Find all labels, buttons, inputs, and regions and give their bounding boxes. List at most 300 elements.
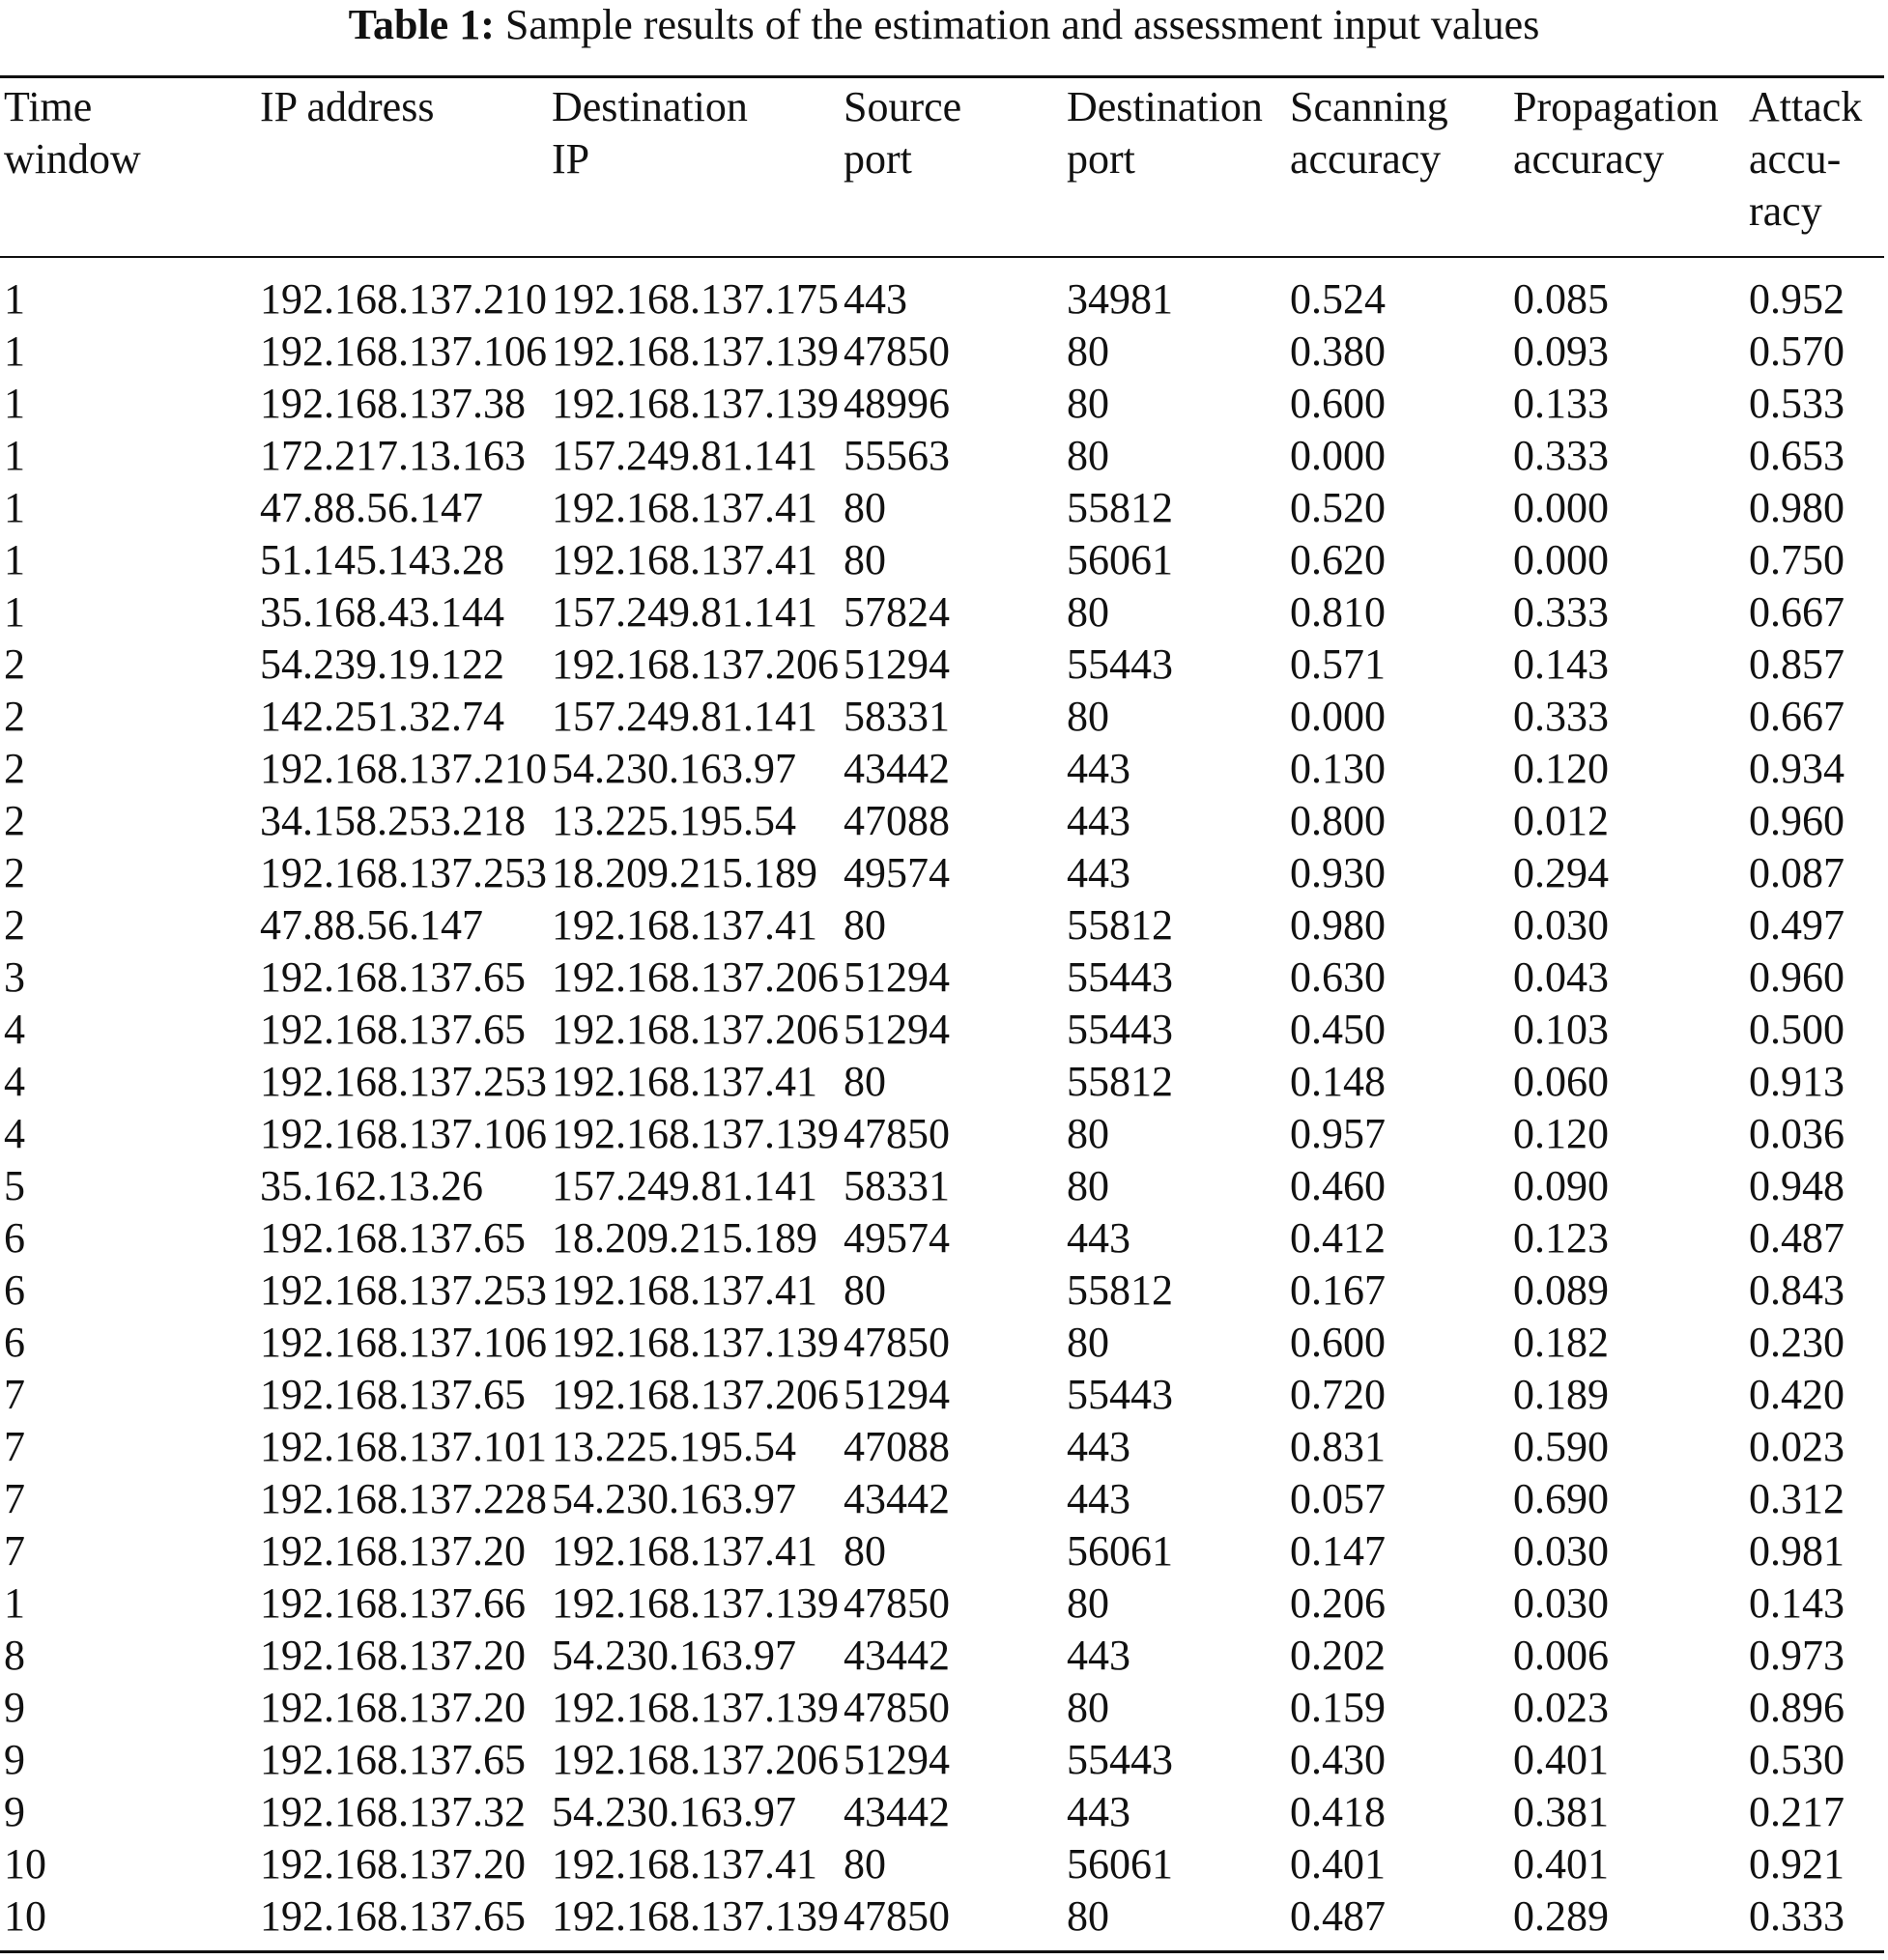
table-row bbox=[0, 691, 1888, 743]
table-cell: 51294 bbox=[844, 1736, 950, 1783]
table-cell: 54.230.163.97 bbox=[552, 1788, 796, 1835]
table-cell: 0.333 bbox=[1513, 693, 1609, 740]
table-cell: 6 bbox=[4, 1266, 25, 1314]
table-cell: 0.401 bbox=[1513, 1840, 1609, 1888]
table-cell: 0.060 bbox=[1513, 1058, 1609, 1105]
table-cell: 55812 bbox=[1067, 901, 1173, 949]
table-cell: 5 bbox=[4, 1162, 25, 1209]
table-caption-label: Table 1: bbox=[348, 1, 495, 48]
table-cell: 80 bbox=[1067, 1319, 1109, 1366]
column-header-line: port bbox=[1067, 135, 1135, 183]
table-row bbox=[0, 482, 1888, 534]
table-cell: 56061 bbox=[1067, 1840, 1173, 1888]
table-cell: 80 bbox=[1067, 588, 1109, 636]
table-caption-text: Sample results of the estimation and assessment input values bbox=[504, 1, 1540, 48]
table-cell: 192.168.137.139 bbox=[552, 380, 839, 427]
table-cell: 0.333 bbox=[1513, 588, 1609, 636]
table-cell: 0.810 bbox=[1290, 588, 1386, 636]
column-header bbox=[844, 81, 961, 185]
table-cell: 7 bbox=[4, 1527, 25, 1575]
table-cell: 192.168.137.253 bbox=[260, 1058, 547, 1105]
table-cell: 0.960 bbox=[1749, 797, 1845, 844]
column-header bbox=[260, 81, 434, 133]
table-cell: 0.533 bbox=[1749, 380, 1845, 427]
table-cell: 0.412 bbox=[1290, 1214, 1386, 1262]
table-cell: 0.401 bbox=[1290, 1840, 1386, 1888]
table-cell: 0.023 bbox=[1513, 1684, 1609, 1731]
table-cell: 0.930 bbox=[1290, 849, 1386, 896]
table-cell: 0.381 bbox=[1513, 1788, 1609, 1835]
table-cell: 3 bbox=[4, 953, 25, 1001]
table-cell: 80 bbox=[1067, 327, 1109, 375]
table-cell: 192.168.137.139 bbox=[552, 327, 839, 375]
table-cell: 80 bbox=[1067, 1684, 1109, 1731]
table-cell: 0.057 bbox=[1290, 1475, 1386, 1522]
table-cell: 192.168.137.253 bbox=[260, 1266, 547, 1314]
table-row bbox=[0, 1473, 1888, 1525]
table-cell: 192.168.137.206 bbox=[552, 953, 839, 1001]
table-cell: 0.030 bbox=[1513, 1579, 1609, 1627]
table-cell: 80 bbox=[844, 1058, 886, 1105]
table-cell: 0.043 bbox=[1513, 953, 1609, 1001]
table-caption bbox=[0, 0, 1888, 50]
table-cell: 192.168.137.139 bbox=[552, 1110, 839, 1157]
table-cell: 47850 bbox=[844, 1892, 950, 1940]
table-cell: 0.023 bbox=[1749, 1423, 1845, 1470]
table-cell: 0.450 bbox=[1290, 1006, 1386, 1053]
column-header-line: Propagation bbox=[1513, 83, 1719, 130]
table-cell: 56061 bbox=[1067, 536, 1173, 583]
table-cell: 51294 bbox=[844, 953, 950, 1001]
table-cell: 1 bbox=[4, 432, 25, 479]
table-cell: 4 bbox=[4, 1058, 25, 1105]
table-cell: 0.189 bbox=[1513, 1371, 1609, 1418]
table-cell: 13.225.195.54 bbox=[552, 797, 796, 844]
table-cell: 192.168.137.139 bbox=[552, 1579, 839, 1627]
table-cell: 1 bbox=[4, 275, 25, 323]
table-cell: 0.600 bbox=[1290, 1319, 1386, 1366]
table-cell: 172.217.13.163 bbox=[260, 432, 526, 479]
table-cell: 0.030 bbox=[1513, 901, 1609, 949]
table-cell: 0.202 bbox=[1290, 1632, 1386, 1679]
table-cell: 0.948 bbox=[1749, 1162, 1845, 1209]
table-row bbox=[0, 1525, 1888, 1577]
table-cell: 0.590 bbox=[1513, 1423, 1609, 1470]
table-cell: 2 bbox=[4, 901, 25, 949]
table-row bbox=[0, 378, 1888, 430]
table-cell: 0.500 bbox=[1749, 1006, 1845, 1053]
table-cell: 0.497 bbox=[1749, 901, 1845, 949]
table-row bbox=[0, 586, 1888, 639]
table-cell: 0.000 bbox=[1290, 432, 1386, 479]
table-cell: 80 bbox=[844, 901, 886, 949]
table-cell: 0.230 bbox=[1749, 1319, 1845, 1366]
table-cell: 142.251.32.74 bbox=[260, 693, 504, 740]
table-cell: 443 bbox=[1067, 1423, 1130, 1470]
table-cell: 54.230.163.97 bbox=[552, 745, 796, 792]
table-row bbox=[0, 534, 1888, 586]
table-cell: 192.168.137.253 bbox=[260, 849, 547, 896]
column-header bbox=[1749, 81, 1862, 238]
column-header bbox=[1290, 81, 1448, 185]
table-cell: 0.147 bbox=[1290, 1527, 1386, 1575]
table-cell: 54.230.163.97 bbox=[552, 1475, 796, 1522]
table-cell: 49574 bbox=[844, 849, 950, 896]
table-cell: 80 bbox=[844, 1527, 886, 1575]
table-cell: 443 bbox=[1067, 849, 1130, 896]
table-cell: 51294 bbox=[844, 640, 950, 688]
table-row bbox=[0, 1212, 1888, 1264]
table-cell: 0.120 bbox=[1513, 1110, 1609, 1157]
table-cell: 192.168.137.32 bbox=[260, 1788, 526, 1835]
table-cell: 7 bbox=[4, 1371, 25, 1418]
table-cell: 443 bbox=[844, 275, 907, 323]
table-cell: 0.123 bbox=[1513, 1214, 1609, 1262]
table-cell: 0.524 bbox=[1290, 275, 1386, 323]
table-cell: 192.168.137.41 bbox=[552, 1840, 817, 1888]
table-row bbox=[0, 1160, 1888, 1212]
table-cell: 47.88.56.147 bbox=[260, 484, 483, 531]
table-cell: 2 bbox=[4, 640, 25, 688]
table-cell: 192.168.137.38 bbox=[260, 380, 526, 427]
table-top-rule bbox=[0, 75, 1884, 78]
table-cell: 47850 bbox=[844, 327, 950, 375]
table-cell: 0.960 bbox=[1749, 953, 1845, 1001]
table-row bbox=[0, 326, 1888, 378]
table-row bbox=[0, 743, 1888, 795]
table-cell: 13.225.195.54 bbox=[552, 1423, 796, 1470]
table-cell: 192.168.137.41 bbox=[552, 484, 817, 531]
table-cell: 0.921 bbox=[1749, 1840, 1845, 1888]
table-cell: 443 bbox=[1067, 797, 1130, 844]
table-cell: 43442 bbox=[844, 1788, 950, 1835]
table-cell: 58331 bbox=[844, 1162, 950, 1209]
table-row bbox=[0, 639, 1888, 691]
table-cell: 0.294 bbox=[1513, 849, 1609, 896]
column-header-line: IP address bbox=[260, 83, 435, 130]
table-row bbox=[0, 273, 1888, 326]
column-header bbox=[1067, 81, 1263, 185]
table-bottom-rule bbox=[0, 1950, 1884, 1953]
table-cell: 0.896 bbox=[1749, 1684, 1845, 1731]
table-cell: 0.981 bbox=[1749, 1527, 1845, 1575]
table-cell: 192.168.137.210 bbox=[260, 745, 547, 792]
table-cell: 80 bbox=[1067, 1110, 1109, 1157]
table-cell: 192.168.137.106 bbox=[260, 1110, 547, 1157]
table-cell: 55563 bbox=[844, 432, 950, 479]
table-cell: 192.168.137.206 bbox=[552, 1006, 839, 1053]
table-cell: 2 bbox=[4, 693, 25, 740]
table-cell: 0.973 bbox=[1749, 1632, 1845, 1679]
table-cell: 0.182 bbox=[1513, 1319, 1609, 1366]
table-cell: 192.168.137.139 bbox=[552, 1684, 839, 1731]
table-cell: 192.168.137.106 bbox=[260, 327, 547, 375]
table-body bbox=[0, 273, 1888, 1943]
table-cell: 0.333 bbox=[1513, 432, 1609, 479]
table-cell: 192.168.137.206 bbox=[552, 1371, 839, 1418]
table-cell: 6 bbox=[4, 1319, 25, 1366]
table-cell: 0.913 bbox=[1749, 1058, 1845, 1105]
column-header-line: accuracy bbox=[1513, 135, 1665, 183]
table-cell: 0.312 bbox=[1749, 1475, 1845, 1522]
table-cell: 47088 bbox=[844, 797, 950, 844]
table-cell: 157.249.81.141 bbox=[552, 588, 817, 636]
table-cell: 80 bbox=[844, 484, 886, 531]
table-cell: 0.148 bbox=[1290, 1058, 1386, 1105]
table-cell: 1 bbox=[4, 1579, 25, 1627]
table-cell: 0.530 bbox=[1749, 1736, 1845, 1783]
table-cell: 0.520 bbox=[1290, 484, 1386, 531]
table-cell: 0.000 bbox=[1513, 484, 1609, 531]
table-cell: 57824 bbox=[844, 588, 950, 636]
table-cell: 0.012 bbox=[1513, 797, 1609, 844]
column-header-line: Scanning bbox=[1290, 83, 1448, 130]
column-header bbox=[4, 81, 141, 185]
table-cell: 0.380 bbox=[1290, 327, 1386, 375]
table-cell: 9 bbox=[4, 1684, 25, 1731]
table-cell: 34.158.253.218 bbox=[260, 797, 526, 844]
column-header-line: accuracy bbox=[1290, 135, 1442, 183]
column-header-line: port bbox=[844, 135, 912, 183]
table-cell: 0.430 bbox=[1290, 1736, 1386, 1783]
table-cell: 192.168.137.65 bbox=[260, 1736, 526, 1783]
table-cell: 0.130 bbox=[1290, 745, 1386, 792]
table-cell: 35.168.43.144 bbox=[260, 588, 504, 636]
table-cell: 0.600 bbox=[1290, 380, 1386, 427]
table-cell: 443 bbox=[1067, 1214, 1130, 1262]
table-cell: 0.630 bbox=[1290, 953, 1386, 1001]
table-cell: 157.249.81.141 bbox=[552, 432, 817, 479]
table-cell: 192.168.137.41 bbox=[552, 536, 817, 583]
table-cell: 0.133 bbox=[1513, 380, 1609, 427]
table-row bbox=[0, 430, 1888, 482]
table-cell: 0.620 bbox=[1290, 536, 1386, 583]
table-cell: 192.168.137.66 bbox=[260, 1579, 526, 1627]
table-row bbox=[0, 1630, 1888, 1682]
table-row bbox=[0, 952, 1888, 1004]
table-cell: 192.168.137.41 bbox=[552, 901, 817, 949]
table-cell: 0.401 bbox=[1513, 1736, 1609, 1783]
table-cell: 0.036 bbox=[1749, 1110, 1845, 1157]
table-row bbox=[0, 1369, 1888, 1421]
table-row bbox=[0, 1890, 1888, 1943]
table-cell: 54.230.163.97 bbox=[552, 1632, 796, 1679]
table-cell: 55443 bbox=[1067, 953, 1173, 1001]
table-cell: 56061 bbox=[1067, 1527, 1173, 1575]
table-cell: 10 bbox=[4, 1840, 46, 1888]
column-header-line: Source bbox=[844, 83, 962, 130]
table-cell: 2 bbox=[4, 797, 25, 844]
table-cell: 192.168.137.20 bbox=[260, 1840, 526, 1888]
table-cell: 47850 bbox=[844, 1684, 950, 1731]
table-cell: 0.843 bbox=[1749, 1266, 1845, 1314]
table-cell: 43442 bbox=[844, 1475, 950, 1522]
column-header-line: racy bbox=[1749, 187, 1822, 235]
table-cell: 0.831 bbox=[1290, 1423, 1386, 1470]
table-cell: 0.720 bbox=[1290, 1371, 1386, 1418]
column-header-line: IP bbox=[552, 135, 590, 183]
table-row bbox=[0, 1004, 1888, 1056]
table-cell: 43442 bbox=[844, 1632, 950, 1679]
table-cell: 55812 bbox=[1067, 484, 1173, 531]
table-cell: 0.000 bbox=[1290, 693, 1386, 740]
table-cell: 4 bbox=[4, 1110, 25, 1157]
table-cell: 192.168.137.106 bbox=[260, 1319, 547, 1366]
table-cell: 192.168.137.20 bbox=[260, 1684, 526, 1731]
table-cell: 6 bbox=[4, 1214, 25, 1262]
table-cell: 0.460 bbox=[1290, 1162, 1386, 1209]
table-cell: 34981 bbox=[1067, 275, 1173, 323]
table-cell: 0.159 bbox=[1290, 1684, 1386, 1731]
table-cell: 443 bbox=[1067, 1788, 1130, 1835]
table-cell: 55443 bbox=[1067, 1371, 1173, 1418]
table-cell: 0.006 bbox=[1513, 1632, 1609, 1679]
table-cell: 0.289 bbox=[1513, 1892, 1609, 1940]
table-cell: 192.168.137.139 bbox=[552, 1319, 839, 1366]
table-cell: 0.653 bbox=[1749, 432, 1845, 479]
table-cell: 1 bbox=[4, 327, 25, 375]
table-cell: 0.030 bbox=[1513, 1527, 1609, 1575]
table-cell: 157.249.81.141 bbox=[552, 1162, 817, 1209]
table-cell: 443 bbox=[1067, 1475, 1130, 1522]
table-cell: 0.333 bbox=[1749, 1892, 1845, 1940]
table-cell: 51294 bbox=[844, 1371, 950, 1418]
table-cell: 0.143 bbox=[1513, 640, 1609, 688]
table-cell: 80 bbox=[1067, 693, 1109, 740]
column-header-line: Destination bbox=[1067, 83, 1263, 130]
column-header-line: window bbox=[4, 135, 141, 183]
table-cell: 51.145.143.28 bbox=[260, 536, 504, 583]
table-cell: 0.089 bbox=[1513, 1266, 1609, 1314]
table-cell: 0.957 bbox=[1290, 1110, 1386, 1157]
table-cell: 443 bbox=[1067, 745, 1130, 792]
table-row bbox=[0, 1577, 1888, 1630]
table-cell: 0.217 bbox=[1749, 1788, 1845, 1835]
table-cell: 80 bbox=[844, 536, 886, 583]
table-cell: 192.168.137.206 bbox=[552, 1736, 839, 1783]
table-cell: 0.487 bbox=[1749, 1214, 1845, 1262]
table-row bbox=[0, 899, 1888, 952]
table-cell: 43442 bbox=[844, 745, 950, 792]
table-cell: 8 bbox=[4, 1632, 25, 1679]
table-cell: 192.168.137.228 bbox=[260, 1475, 547, 1522]
table-cell: 47850 bbox=[844, 1579, 950, 1627]
table-cell: 49574 bbox=[844, 1214, 950, 1262]
table-cell: 55812 bbox=[1067, 1266, 1173, 1314]
table-cell: 0.206 bbox=[1290, 1579, 1386, 1627]
table-cell: 80 bbox=[1067, 1579, 1109, 1627]
table-cell: 9 bbox=[4, 1736, 25, 1783]
table-cell: 80 bbox=[844, 1266, 886, 1314]
table-cell: 192.168.137.65 bbox=[260, 953, 526, 1001]
table-cell: 18.209.215.189 bbox=[552, 1214, 817, 1262]
table-cell: 58331 bbox=[844, 693, 950, 740]
table-row bbox=[0, 1056, 1888, 1108]
table-cell: 10 bbox=[4, 1892, 46, 1940]
table-cell: 192.168.137.20 bbox=[260, 1527, 526, 1575]
table-row bbox=[0, 1317, 1888, 1369]
table-cell: 0.980 bbox=[1290, 901, 1386, 949]
column-header-line: accu- bbox=[1749, 135, 1842, 183]
table-row bbox=[0, 1421, 1888, 1473]
table-cell: 0.143 bbox=[1749, 1579, 1845, 1627]
table-row bbox=[0, 1108, 1888, 1160]
table-cell: 80 bbox=[1067, 380, 1109, 427]
table-cell: 192.168.137.65 bbox=[260, 1371, 526, 1418]
column-header-line: Destination bbox=[552, 83, 748, 130]
table-cell: 51294 bbox=[844, 1006, 950, 1053]
table-cell: 192.168.137.210 bbox=[260, 275, 547, 323]
table-cell: 0.085 bbox=[1513, 275, 1609, 323]
column-header-line: Time bbox=[4, 83, 93, 130]
table-cell: 47850 bbox=[844, 1110, 950, 1157]
table-cell: 35.162.13.26 bbox=[260, 1162, 483, 1209]
table-cell: 7 bbox=[4, 1475, 25, 1522]
table-cell: 192.168.137.41 bbox=[552, 1058, 817, 1105]
table-row bbox=[0, 795, 1888, 847]
table-cell: 55443 bbox=[1067, 1736, 1173, 1783]
table-cell: 0.952 bbox=[1749, 275, 1845, 323]
table-cell: 0.090 bbox=[1513, 1162, 1609, 1209]
table-row bbox=[0, 1838, 1888, 1890]
table-cell: 192.168.137.20 bbox=[260, 1632, 526, 1679]
table-cell: 0.857 bbox=[1749, 640, 1845, 688]
table-cell: 157.249.81.141 bbox=[552, 693, 817, 740]
table-cell: 0.093 bbox=[1513, 327, 1609, 375]
table-cell: 0.690 bbox=[1513, 1475, 1609, 1522]
table-cell: 0.980 bbox=[1749, 484, 1845, 531]
table-row bbox=[0, 1682, 1888, 1734]
table-row bbox=[0, 1786, 1888, 1838]
table-cell: 80 bbox=[1067, 1892, 1109, 1940]
table-cell: 192.168.137.139 bbox=[552, 1892, 839, 1940]
column-header bbox=[552, 81, 748, 185]
column-header bbox=[1513, 81, 1719, 185]
table-cell: 0.750 bbox=[1749, 536, 1845, 583]
table-cell: 18.209.215.189 bbox=[552, 849, 817, 896]
table-cell: 0.418 bbox=[1290, 1788, 1386, 1835]
table-cell: 55443 bbox=[1067, 1006, 1173, 1053]
table-row bbox=[0, 1264, 1888, 1317]
table-cell: 4 bbox=[4, 1006, 25, 1053]
table-cell: 7 bbox=[4, 1423, 25, 1470]
table-cell: 192.168.137.206 bbox=[552, 640, 839, 688]
column-header-line: Attack bbox=[1749, 83, 1863, 130]
table-cell: 0.571 bbox=[1290, 640, 1386, 688]
table-cell: 0.667 bbox=[1749, 693, 1845, 740]
table-cell: 0.420 bbox=[1749, 1371, 1845, 1418]
table-cell: 47850 bbox=[844, 1319, 950, 1366]
table-cell: 1 bbox=[4, 380, 25, 427]
table-cell: 1 bbox=[4, 588, 25, 636]
table-cell: 0.570 bbox=[1749, 327, 1845, 375]
table-cell: 80 bbox=[844, 1840, 886, 1888]
table-row bbox=[0, 847, 1888, 899]
table-cell: 80 bbox=[1067, 1162, 1109, 1209]
table-cell: 1 bbox=[4, 484, 25, 531]
table-cell: 55443 bbox=[1067, 640, 1173, 688]
table-cell: 47.88.56.147 bbox=[260, 901, 483, 949]
table-cell: 0.487 bbox=[1290, 1892, 1386, 1940]
table-cell: 80 bbox=[1067, 432, 1109, 479]
table-cell: 192.168.137.41 bbox=[552, 1266, 817, 1314]
table-cell: 0.000 bbox=[1513, 536, 1609, 583]
table-cell: 9 bbox=[4, 1788, 25, 1835]
table-row bbox=[0, 1734, 1888, 1786]
table-cell: 54.239.19.122 bbox=[260, 640, 504, 688]
table-header bbox=[0, 81, 1888, 255]
table-cell: 0.667 bbox=[1749, 588, 1845, 636]
